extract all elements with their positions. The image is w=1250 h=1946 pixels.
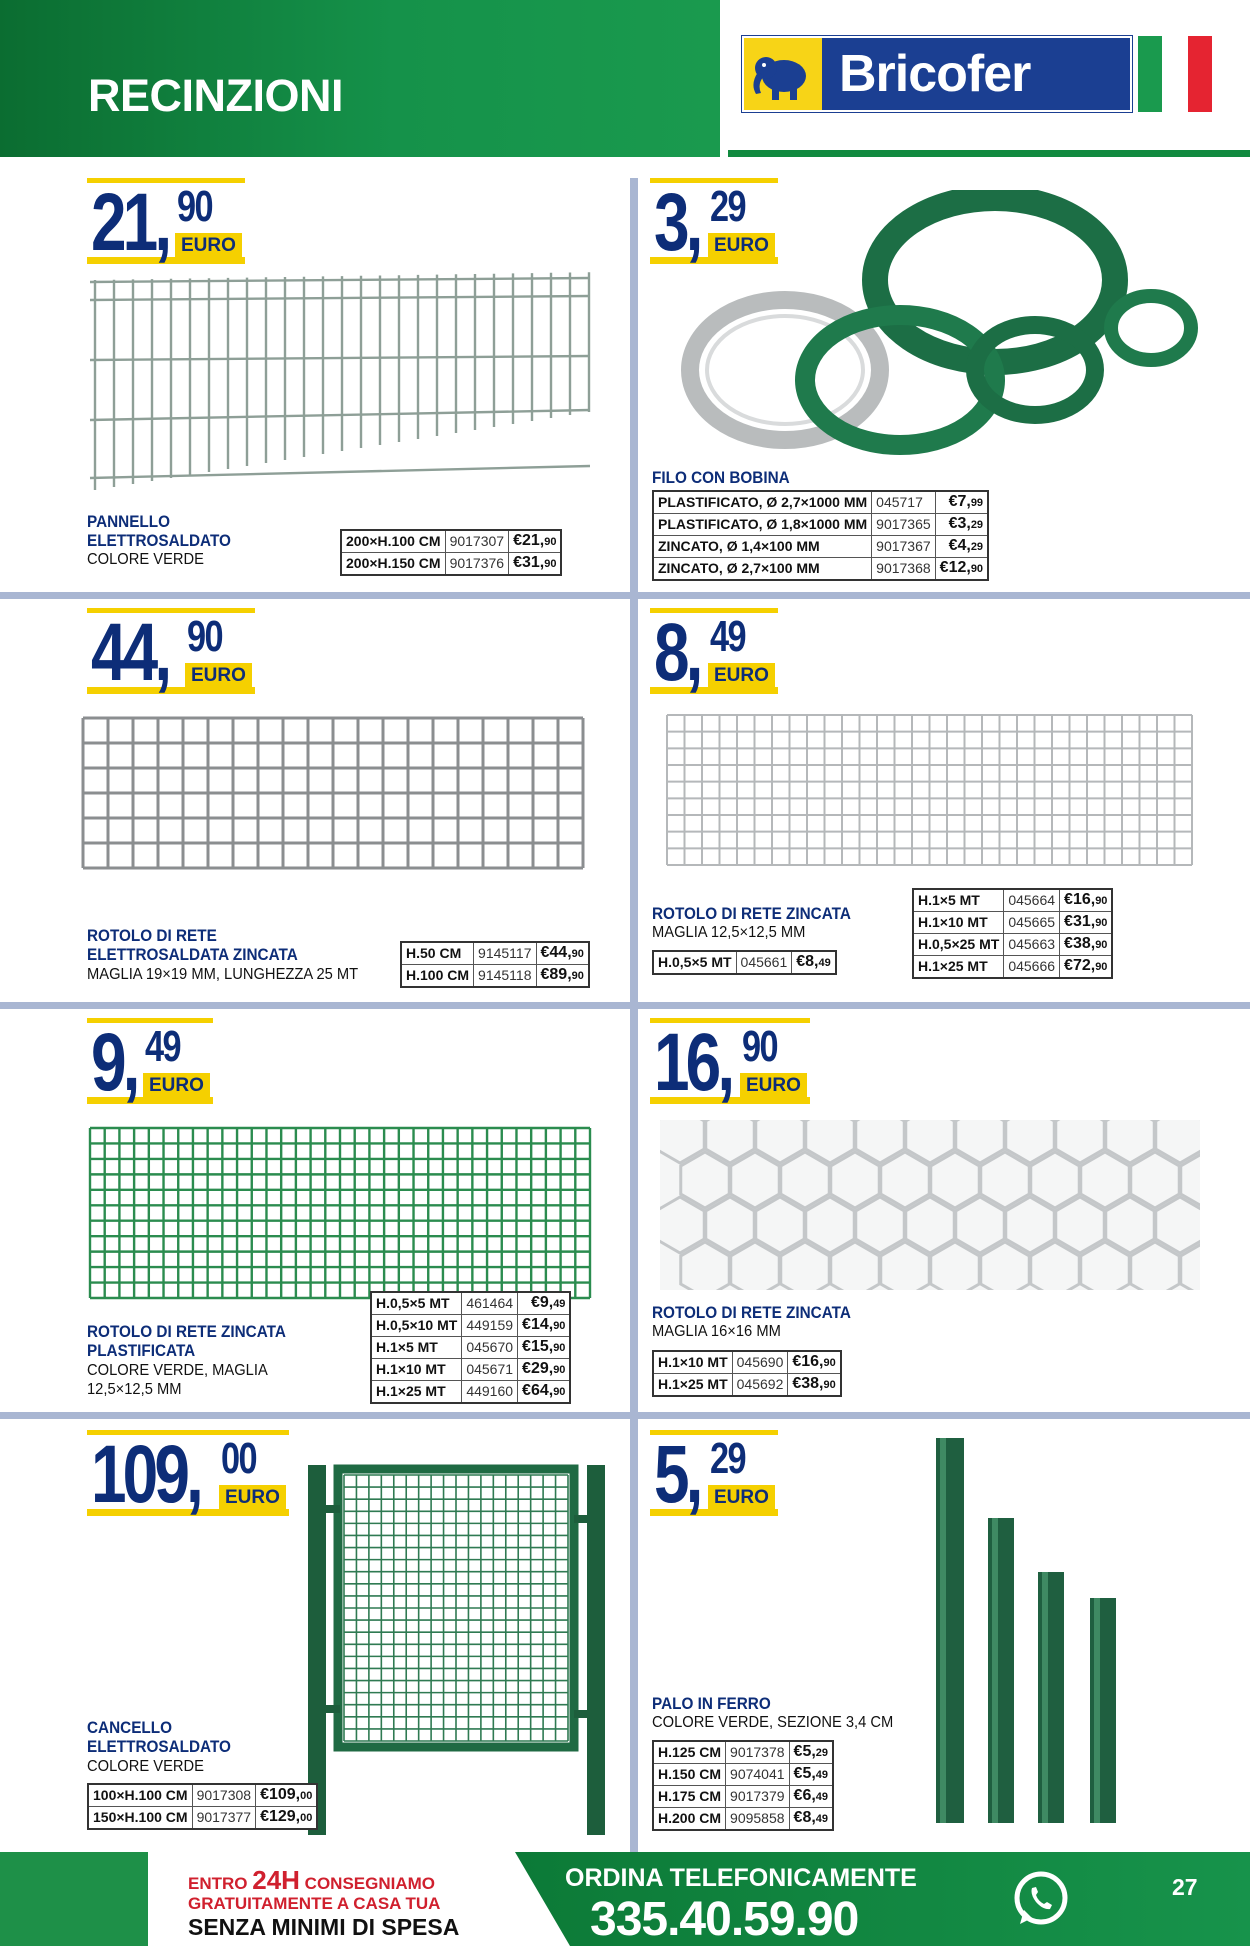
price-table (87, 1783, 318, 1830)
table-row (653, 1786, 833, 1808)
product-subtitle: MAGLIA 12,5×12,5 MM (652, 924, 806, 941)
table-row (653, 1741, 833, 1764)
code-cell: 9017376 (445, 553, 509, 576)
price-tag (650, 1429, 778, 1520)
price-cell: €8,49 (792, 951, 836, 974)
price-integer: 5, (654, 1429, 700, 1520)
product-title: PANNELLO ELETTROSALDATO (87, 512, 231, 550)
price-cell: €14,90 (518, 1315, 571, 1337)
product-subtitle: COLORE VERDE, SEZIONE 3,4 CM (652, 1714, 894, 1731)
code-cell: 045671 (462, 1359, 518, 1381)
brand-logo[interactable] (742, 36, 1132, 112)
price-decimals: 29 (710, 182, 746, 231)
variant-cell: H.1×10 MT (653, 1351, 732, 1374)
table-row (653, 951, 836, 974)
product-subtitle: MAGLIA 19×19 MM, LUNGHEZZA 25 MT (87, 966, 359, 983)
variant-cell: H.100 CM (401, 965, 474, 988)
row-divider (0, 1002, 1250, 1009)
row-divider (0, 1412, 1250, 1419)
row-divider (0, 592, 1250, 599)
price-integer: 16, (654, 1017, 732, 1108)
table-row (653, 536, 988, 558)
footer (0, 1852, 1250, 1946)
table-row (371, 1337, 570, 1359)
price-table (652, 950, 837, 975)
price-table (652, 490, 989, 581)
phone-number[interactable]: 335.40.59.90 (590, 1893, 859, 1946)
price-cell: €5,29 (789, 1741, 833, 1764)
price-tag (87, 607, 255, 698)
price-cell: €38,90 (788, 1374, 841, 1397)
code-cell: 045692 (732, 1374, 788, 1397)
header-rule (728, 150, 1250, 157)
table-row (913, 912, 1112, 934)
price-decimals: 90 (187, 612, 223, 661)
variant-cell: 200×H.150 CM (341, 553, 445, 576)
green-mesh-image (85, 1120, 597, 1310)
variant-cell: 100×H.100 CM (88, 1784, 192, 1807)
code-cell: 9017378 (726, 1741, 790, 1764)
variant-cell: 150×H.100 CM (88, 1807, 192, 1830)
variant-cell: H.0,5×25 MT (913, 934, 1004, 956)
code-cell: 045664 (1004, 889, 1060, 912)
price-cell: €31,90 (509, 553, 562, 576)
page-title: RECINZIONI (88, 70, 344, 121)
price-decimals: 90 (177, 182, 213, 231)
variant-cell: H.1×25 MT (371, 1381, 462, 1404)
code-cell: 449160 (462, 1381, 518, 1404)
price-tag (87, 1017, 213, 1108)
price-unit: EURO (708, 1485, 775, 1509)
variant-cell: H.1×10 MT (913, 912, 1004, 934)
price-decimals: 29 (710, 1434, 746, 1483)
table-row (653, 1374, 841, 1397)
price-tag (650, 607, 778, 698)
price-unit: EURO (185, 663, 252, 687)
code-cell: 045690 (732, 1351, 788, 1374)
price-cell: €44,90 (536, 942, 589, 965)
price-cell: €8,49 (789, 1808, 833, 1831)
wire-coils-image (655, 190, 1215, 460)
header-banner (0, 0, 720, 157)
code-cell: 9017365 (872, 514, 936, 536)
code-cell: 461464 (462, 1292, 518, 1315)
code-cell: 045665 (1004, 912, 1060, 934)
product-subtitle: COLORE VERDE, MAGLIA 12,5×12,5 MM (87, 1362, 268, 1398)
variant-cell: H.150 CM (653, 1764, 726, 1786)
price-integer: 8, (654, 607, 700, 698)
delivery-line-2: GRATUITAMENTE A CASA TUA (188, 1894, 441, 1913)
table-row (341, 553, 561, 576)
price-cell: €9,49 (518, 1292, 571, 1315)
price-table (912, 888, 1113, 979)
variant-cell: 200×H.100 CM (341, 530, 445, 553)
code-cell: 045661 (736, 951, 792, 974)
code-cell: 9017308 (192, 1784, 256, 1807)
code-cell: 9017367 (872, 536, 936, 558)
panel-fence-image (85, 270, 595, 500)
code-cell: 9017379 (726, 1786, 790, 1808)
code-cell: 9017377 (192, 1807, 256, 1830)
price-cell: €15,90 (518, 1337, 571, 1359)
price-cell: €21,90 (509, 530, 562, 553)
code-cell: 9017368 (872, 558, 936, 581)
price-table (652, 1740, 834, 1831)
price-cell: €129,00 (256, 1807, 318, 1830)
galvanized-mesh-image (662, 705, 1197, 875)
hexagonal-mesh-image (660, 1120, 1200, 1290)
price-cell: €3,29 (935, 514, 988, 536)
price-integer: 44, (91, 607, 169, 698)
variant-cell: ZINCATO, Ø 2,7×100 MM (653, 558, 872, 581)
price-integer: 9, (91, 1017, 137, 1108)
column-divider (630, 178, 638, 1854)
price-decimals: 49 (145, 1022, 181, 1071)
variant-cell: PLASTIFICATO, Ø 2,7×1000 MM (653, 491, 872, 514)
variant-cell: H.0,5×5 MT (371, 1292, 462, 1315)
price-cell: €72,90 (1060, 956, 1113, 979)
page-number: 27 (1172, 1874, 1198, 1900)
code-cell: 9145117 (474, 942, 536, 965)
product-subtitle: COLORE VERDE (87, 551, 204, 568)
product-title: ROTOLO DI RETE ELETTROSALDATA ZINCATA (87, 926, 298, 964)
price-unit: EURO (708, 233, 775, 257)
price-tag (87, 1429, 289, 1520)
variant-cell: H.0,5×5 MT (653, 951, 736, 974)
italian-flag-icon (1138, 36, 1212, 112)
price-unit: EURO (175, 233, 242, 257)
order-label: ORDINA TELEFONICAMENTE (565, 1864, 917, 1892)
code-cell: 045666 (1004, 956, 1060, 979)
variant-cell: H.1×5 MT (913, 889, 1004, 912)
variant-cell: H.1×5 MT (371, 1337, 462, 1359)
variant-cell: H.0,5×10 MT (371, 1315, 462, 1337)
table-row (653, 558, 988, 581)
welded-mesh-image (78, 710, 588, 880)
price-cell: €16,90 (1060, 889, 1113, 912)
table-row (653, 1351, 841, 1374)
table-row (88, 1784, 317, 1807)
table-row (371, 1315, 570, 1337)
price-cell: €6,49 (789, 1786, 833, 1808)
table-row (341, 530, 561, 553)
product-title: PALO IN FERRO (652, 1694, 771, 1713)
price-decimals: 00 (221, 1434, 257, 1483)
table-row (371, 1381, 570, 1404)
price-unit: EURO (708, 663, 775, 687)
code-cell: 045663 (1004, 934, 1060, 956)
variant-cell: H.50 CM (401, 942, 474, 965)
variant-cell: H.1×10 MT (371, 1359, 462, 1381)
price-cell: €7,99 (935, 491, 988, 514)
price-cell: €109,00 (256, 1784, 318, 1807)
table-row (653, 491, 988, 514)
price-table (400, 941, 590, 988)
table-row (913, 889, 1112, 912)
price-integer: 21, (91, 177, 169, 268)
price-decimals: 49 (710, 612, 746, 661)
code-cell: 9095858 (726, 1808, 790, 1831)
variant-cell: PLASTIFICATO, Ø 1,8×1000 MM (653, 514, 872, 536)
table-row (913, 934, 1112, 956)
table-row (401, 942, 589, 965)
variant-cell: H.1×25 MT (913, 956, 1004, 979)
variant-cell: H.200 CM (653, 1808, 726, 1831)
price-cell: €29,90 (518, 1359, 571, 1381)
variant-cell: H.1×25 MT (653, 1374, 732, 1397)
price-cell: €5,49 (789, 1764, 833, 1786)
footer-green-block (0, 1852, 148, 1946)
product-title: ROTOLO DI RETE ZINCATA (652, 1303, 851, 1322)
product-title: ROTOLO DI RETE ZINCATA PLASTIFICATA (87, 1322, 286, 1360)
posts-image (930, 1436, 1130, 1831)
delivery-line-3: SENZA MINIMI DI SPESA (188, 1914, 460, 1940)
price-table (370, 1291, 571, 1404)
table-row (913, 956, 1112, 979)
price-tag (87, 177, 245, 268)
code-cell: 9074041 (726, 1764, 790, 1786)
product-subtitle: COLORE VERDE (87, 1758, 204, 1775)
price-integer: 3, (654, 177, 700, 268)
table-row (371, 1359, 570, 1381)
whatsapp-icon[interactable] (1010, 1868, 1072, 1930)
code-cell: 449159 (462, 1315, 518, 1337)
price-cell: €38,90 (1060, 934, 1113, 956)
price-table (652, 1350, 842, 1397)
code-cell: 045717 (872, 491, 936, 514)
table-row (88, 1807, 317, 1830)
variant-cell: H.125 CM (653, 1741, 726, 1764)
product-title: FILO CON BOBINA (652, 468, 790, 487)
gate-image (300, 1455, 610, 1835)
table-row (401, 965, 589, 988)
price-unit: EURO (219, 1485, 286, 1509)
price-cell: €31,90 (1060, 912, 1113, 934)
price-cell: €16,90 (788, 1351, 841, 1374)
delivery-line-1: ENTRO 24H CONSEGNIAMO (188, 1865, 435, 1895)
price-cell: €89,90 (536, 965, 589, 988)
price-unit: EURO (143, 1073, 210, 1097)
price-integer: 109, (91, 1429, 200, 1520)
code-cell: 9145118 (474, 965, 536, 988)
table-row (653, 1764, 833, 1786)
brand-name: Bricofer (839, 45, 1031, 103)
elephant-icon (744, 38, 822, 110)
table-row (653, 514, 988, 536)
price-cell: €4,29 (935, 536, 988, 558)
price-cell: €12,90 (935, 558, 988, 581)
product-title: CANCELLO ELETTROSALDATO (87, 1718, 231, 1756)
price-table (340, 529, 562, 576)
table-row (653, 1808, 833, 1831)
variant-cell: H.175 CM (653, 1786, 726, 1808)
product-title: ROTOLO DI RETE ZINCATA (652, 904, 851, 923)
price-decimals: 90 (742, 1022, 778, 1071)
table-row (371, 1292, 570, 1315)
price-tag (650, 1017, 810, 1108)
variant-cell: ZINCATO, Ø 1,4×100 MM (653, 536, 872, 558)
product-subtitle: MAGLIA 16×16 MM (652, 1323, 781, 1340)
price-cell: €64,90 (518, 1381, 571, 1404)
price-unit: EURO (740, 1073, 807, 1097)
code-cell: 045670 (462, 1337, 518, 1359)
code-cell: 9017307 (445, 530, 509, 553)
